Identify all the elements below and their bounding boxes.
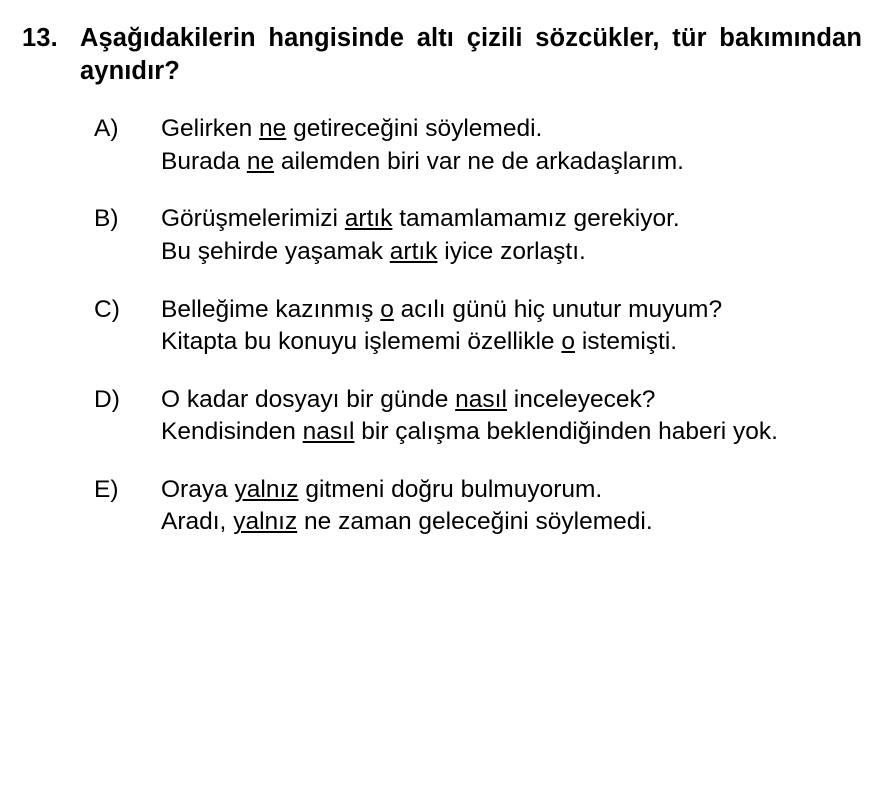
option-letter: D) — [94, 385, 120, 413]
option-c[interactable] — [94, 294, 866, 359]
option-d[interactable] — [94, 384, 866, 449]
underlined-word: nasıl — [302, 418, 355, 446]
underlined-word: artık — [389, 237, 438, 265]
underlined-word: yalnız — [234, 475, 299, 503]
options-list — [22, 113, 866, 539]
question-stem — [22, 22, 866, 87]
option-body — [161, 474, 866, 539]
option-line: Aradı, yalnız ne zaman geleceğini söylemedi. — [161, 508, 653, 536]
question-number: 13. — [22, 24, 58, 52]
option-line: Bu şehirde yaşamak artık iyice zorlaştı. — [161, 237, 586, 265]
option-b[interactable] — [94, 203, 866, 268]
option-line: O kadar dosyayı bir günde nasıl inceleyecek? — [161, 385, 656, 413]
question-text: Aşağıdakilerin hangisinde altı çizili sözcükler, tür bakımından aynıdır? — [80, 24, 862, 85]
option-line: Gelirken ne getireceğini söylemedi. — [161, 115, 543, 143]
underlined-word: nasıl — [455, 385, 507, 413]
option-e[interactable] — [94, 474, 866, 539]
option-body — [161, 294, 866, 359]
option-line: Kendisinden nasıl bir çalışma beklendiğinden haberi yok. — [161, 418, 778, 446]
underlined-word: ne — [259, 115, 287, 143]
option-body — [161, 113, 866, 178]
option-line: Oraya yalnız gitmeni doğru bulmuyorum. — [161, 475, 603, 503]
underlined-word: ne — [246, 147, 275, 175]
option-line: Burada ne ailemden biri var ne de arkadaşlarım. — [161, 147, 684, 175]
option-letter: C) — [94, 295, 120, 323]
underlined-word: o — [380, 295, 394, 323]
option-letter: E) — [94, 475, 119, 503]
option-letter: B) — [94, 205, 119, 233]
option-line: Görüşmelerimizi artık tamamlamamız gerekiyor. — [161, 205, 680, 233]
underlined-word: o — [561, 328, 576, 356]
underlined-word: yalnız — [233, 508, 298, 536]
option-body — [161, 203, 866, 268]
option-line: Belleğime kazınmış o acılı günü hiç unutur muyum? — [161, 295, 723, 323]
option-a[interactable] — [94, 113, 866, 178]
option-letter: A) — [94, 115, 119, 143]
underlined-word: artık — [344, 205, 393, 233]
option-body — [161, 384, 866, 449]
option-line: Kitapta bu konuyu işlememi özellikle o istemişti. — [161, 328, 678, 356]
